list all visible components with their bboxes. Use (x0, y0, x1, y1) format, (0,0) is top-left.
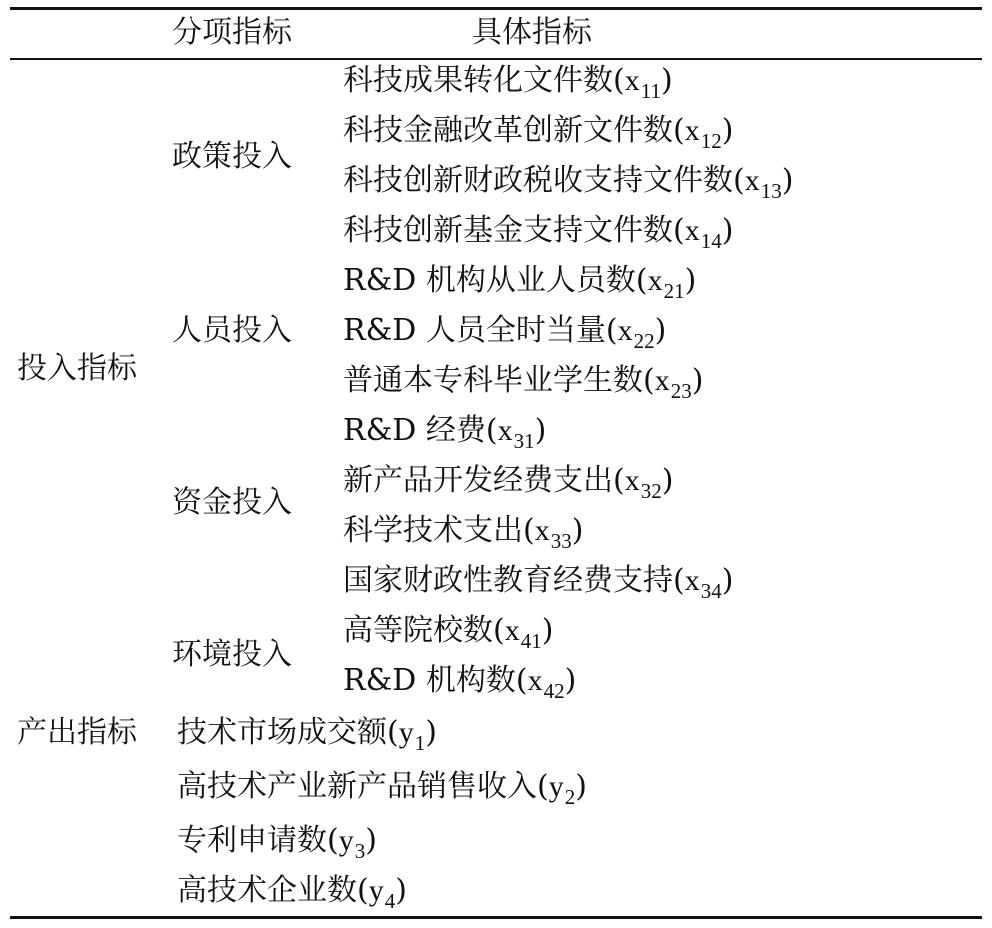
indicator-row: 新产品开发经费支出$(x_{32})$ (343, 463, 674, 503)
table-bottom-rule (10, 916, 982, 919)
indicator-row: R&D 机构数$(x_{42})$ (343, 663, 577, 703)
subcat-personnel-input: 人员投入 (172, 313, 292, 348)
indicator-row: 科技成果转化文件数$(x_{11})$ (343, 63, 673, 103)
indicator-row: 科学技术支出$(x_{33})$ (343, 513, 584, 553)
indicator-row: 专利申请数$(y_3)$ (177, 823, 377, 863)
indicator-row: 高技术产业新产品销售收入$(y_2)$ (177, 769, 587, 809)
table-top-rule (10, 7, 982, 10)
indicator-row: 科技创新基金支持文件数$(x_{14})$ (343, 213, 734, 253)
indicator-row: 高等院校数$(x_{41})$ (343, 613, 554, 653)
subcat-funding-input: 资金投入 (172, 485, 292, 520)
indicator-row: 高技术企业数$(y_4)$ (177, 873, 407, 913)
table-header-rule (10, 58, 982, 60)
header-specific-indicator: 具体指标 (472, 15, 592, 50)
indicator-row: 国家财政性教育经费支持$(x_{34})$ (343, 563, 734, 603)
indicator-row: R&D 经费$(x_{31})$ (343, 413, 547, 453)
indicator-row: 技术市场成交额$(y_1)$ (177, 715, 437, 755)
indicator-row: 科技金融改革创新文件数$(x_{12})$ (343, 113, 734, 153)
header-sub-indicator: 分项指标 (172, 15, 292, 50)
indicator-row: R&D 人员全时当量$(x_{22})$ (343, 313, 667, 353)
group-input-indicators: 投入指标 (17, 351, 137, 386)
indicator-row: 普通本专科毕业学生数$(x_{23})$ (343, 363, 704, 403)
indicator-row: 科技创新财政税收支持文件数$(x_{13})$ (343, 163, 794, 203)
group-output-indicators: 产出指标 (17, 715, 137, 750)
subcat-environment-input: 环境投入 (172, 637, 292, 672)
subcat-policy-input: 政策投入 (172, 139, 292, 174)
indicator-row: R&D 机构从业人员数$(x_{21})$ (343, 263, 697, 303)
